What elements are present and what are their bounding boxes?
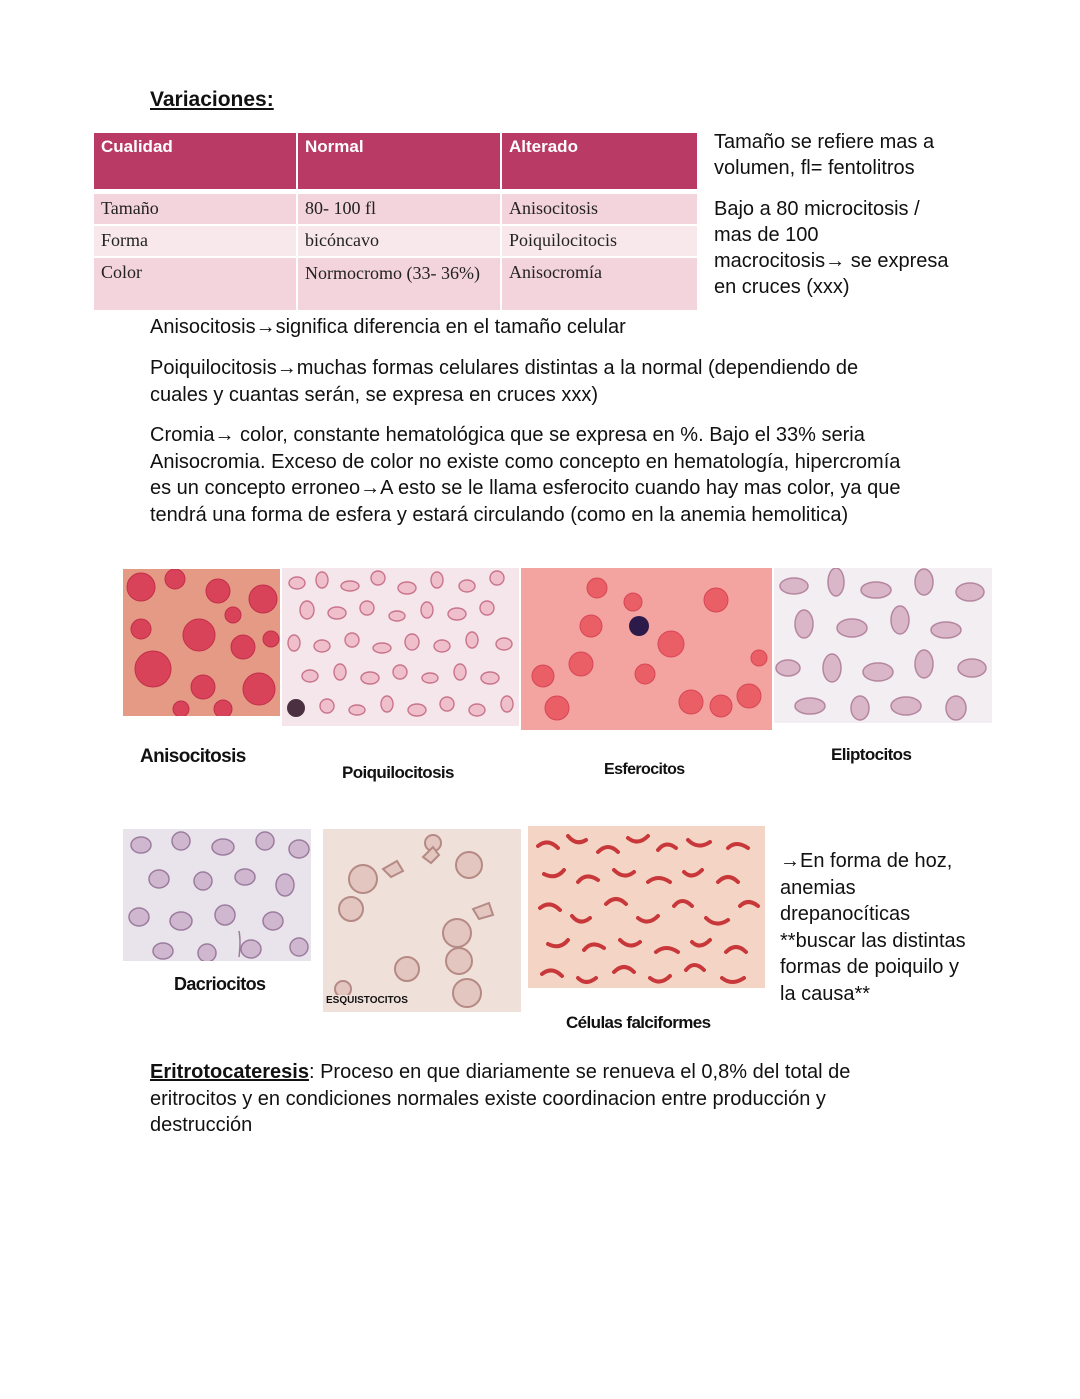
anisocitosis-image [123, 569, 280, 716]
caption-dacriocitos: Dacriocitos [174, 974, 266, 994]
caption-falciformes: Células falciformes [566, 1013, 711, 1032]
side-note-volume: Tamaño se refiere mas a volumen, fl= fentolitros [714, 131, 935, 179]
table-row [94, 194, 697, 225]
caption-anisocitosis: Anisocitosis [140, 746, 246, 767]
header-normal: Normal [297, 133, 501, 189]
term-eritrotocateresis: Eritrotocateresis [150, 1061, 309, 1083]
cell-quality: Tamaño [94, 194, 297, 225]
esferocitos-image [521, 568, 772, 730]
caption-esferocitos: Esferocitos [604, 761, 685, 778]
cell-quality: Color [94, 257, 297, 311]
header-cualidad: Cualidad [94, 133, 297, 189]
falciformes-image [528, 826, 765, 988]
cell-quality: Forma [94, 225, 297, 257]
paragraph-cromia: Cromia→ color, constante hematológica que se expresa en %. Bajo el 33% seria Anisocromia. Exceso de color no existe como concepto en hematología, hipercromía es un concepto erroneo→A esto se le llama esferocito cuando hay mas color, ya que tendrá una forma de esfera y estará circulando (como en la anemia hemolitica) [150, 424, 901, 526]
esquistocitos-image [323, 829, 521, 1012]
cell-normal: Normocromo (33- 36%) [297, 257, 501, 311]
table-row [94, 257, 697, 311]
paragraph-eritrotocateresis [150, 1059, 920, 1139]
paragraph-poiquilocitosis: Poiquilocitosis→muchas formas celulares distintas a la normal (dependiendo de cuales y cuantas serán, se expresa en cruces xxx) [150, 357, 859, 406]
cell-altered: Anisocromía [501, 257, 697, 311]
variations-table [94, 133, 697, 312]
cell-normal: 80- 100 fl [297, 194, 501, 225]
caption-poiquilocitosis: Poiquilocitosis [342, 763, 454, 782]
dacriocitos-image [123, 829, 311, 961]
cell-altered: Poiquilocitocis [501, 225, 697, 257]
caption-eliptocitos: Eliptocitos [831, 745, 912, 764]
poiquilocitosis-image [282, 568, 519, 726]
hoz-note: →En forma de hoz, anemias drepanocíticas **buscar las distintas formas de poiquilo y la causa** [780, 850, 966, 1005]
definition-eritrotocateresis: : Proceso en que diariamente se renueva el 0,8% del total de eritrocitos y en condiciones normales existe coordinacion entre producción y destrucción [150, 1061, 851, 1136]
header-alterado: Alterado [501, 133, 697, 189]
side-note-cruces: Bajo a 80 microcitosis / mas de 100 macrocitosis→ se expresa en cruces (xxx) [714, 198, 949, 298]
paragraph-anisocitosis: Anisocitosis→significa diferencia en el tamaño celular [150, 316, 626, 338]
section-heading: Variaciones: [150, 88, 274, 111]
eliptocitos-image [774, 568, 992, 723]
cell-altered: Anisocitosis [501, 194, 697, 225]
table-header-row [94, 133, 697, 189]
cell-normal: bicóncavo [297, 225, 501, 257]
caption-esquistocitos: ESQUISTOCITOS [326, 995, 408, 1006]
table-row [94, 225, 697, 257]
